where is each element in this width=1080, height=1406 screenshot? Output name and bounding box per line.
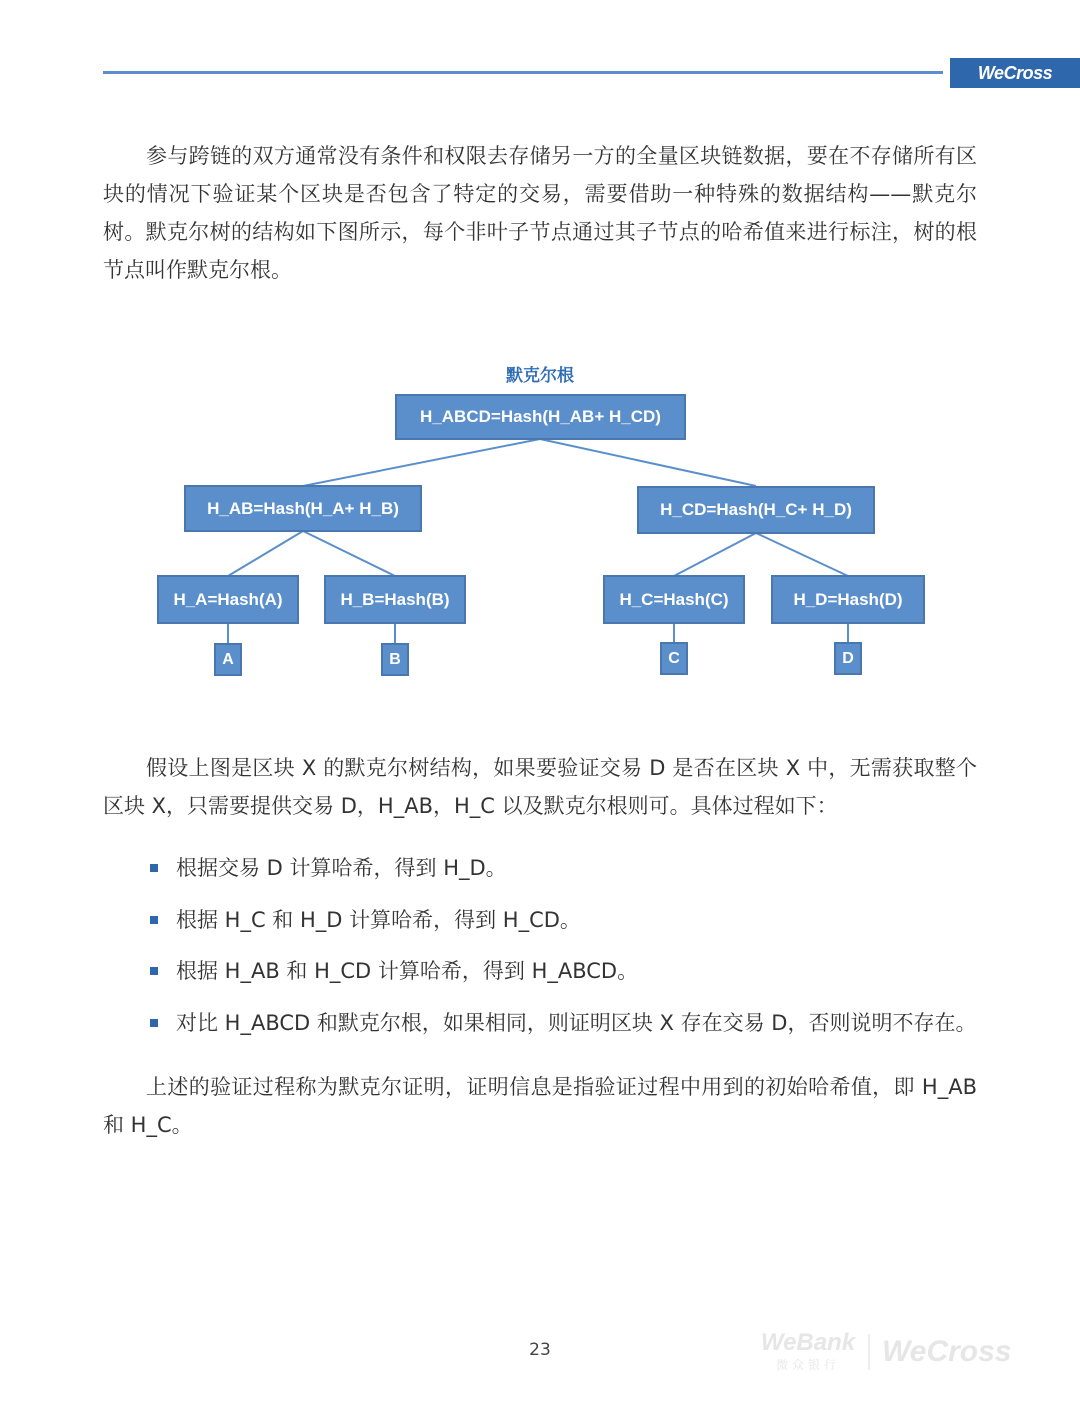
merkle-root-title: 默克尔根 [506, 366, 574, 386]
step-text: 根据 H_AB 和 H_CD 计算哈希，得到 H_ABCD。 [176, 959, 639, 983]
node-h-a: H_A=Hash(A) [157, 575, 299, 624]
list-item [150, 1003, 976, 1055]
header-rule [103, 71, 943, 74]
node-h-cd: H_CD=Hash(H_C+ H_D) [637, 486, 875, 534]
edge-hab-hb [303, 531, 395, 576]
leaf-c: C [660, 642, 688, 675]
list-item [150, 951, 976, 1003]
leaf-a: A [214, 643, 242, 676]
edge-root-hab [303, 439, 540, 486]
edge-hab-ha [228, 531, 303, 576]
bullet-square-icon [150, 967, 158, 975]
edge-root-hcd [540, 439, 756, 486]
intro-paragraph: 参与跨链的双方通常没有条件和权限去存储另一方的全量区块链数据，要在不存储所有区块的情况下验证某个区块是否包含了特定的交易，需要借助一种特殊的数据结构——默克尔树。默克尔树的结构如下图所示，每个非叶子节点通过其子节点的哈希值来进行标注，树的根节点叫作默克尔根。 [103, 144, 977, 282]
step-text: 对比 H_ABCD 和默克尔根，如果相同，则证明区块 X 存在交易 D，否则说明不存在。 [176, 1010, 977, 1035]
list-item [150, 848, 976, 900]
bullet-square-icon [150, 1019, 158, 1027]
node-h-d: H_D=Hash(D) [771, 575, 925, 624]
node-h-abcd: H_ABCD=Hash(H_AB+ H_CD) [395, 394, 686, 440]
wecross-header-logo: WeCross [950, 58, 1080, 88]
webank-footer-subtitle: 微众银行 [775, 1358, 840, 1372]
bullet-square-icon [150, 916, 158, 924]
step-text: 根据 H_C 和 H_D 计算哈希，得到 H_CD。 [176, 907, 581, 932]
node-h-b: H_B=Hash(B) [324, 575, 466, 624]
node-h-c: H_C=Hash(C) [603, 575, 745, 624]
webank-footer-logo: WeBank [760, 1329, 856, 1356]
step-text: 根据交易 D 计算哈希，得到 H_D。 [176, 856, 507, 880]
page-number: 23 [529, 1340, 551, 1360]
bullet-square-icon [150, 864, 158, 872]
assumption-paragraph: 假设上图是区块 X 的默克尔树结构，如果要验证交易 D 是否在区块 X 中，无需获取整个区块 X，只需要提供交易 D，H_AB，H_C 以及默克尔根则可。具体过程如下： [103, 756, 977, 818]
steps-list [150, 848, 976, 1054]
node-h-ab: H_AB=Hash(H_A+ H_B) [184, 485, 422, 532]
edge-hcd-hc [674, 533, 756, 576]
wecross-footer-logo: WeCross [882, 1335, 1012, 1368]
leaf-d: D [834, 642, 862, 675]
conclusion-paragraph: 上述的验证过程称为默克尔证明，证明信息是指验证过程中用到的初始哈希值，即 H_AB 和 H_C。 [103, 1075, 977, 1137]
merkle-tree-diagram [0, 355, 1080, 695]
leaf-b: B [381, 643, 409, 676]
footer-divider [868, 1334, 870, 1370]
edge-hcd-hd [756, 533, 848, 576]
list-item [150, 900, 976, 952]
